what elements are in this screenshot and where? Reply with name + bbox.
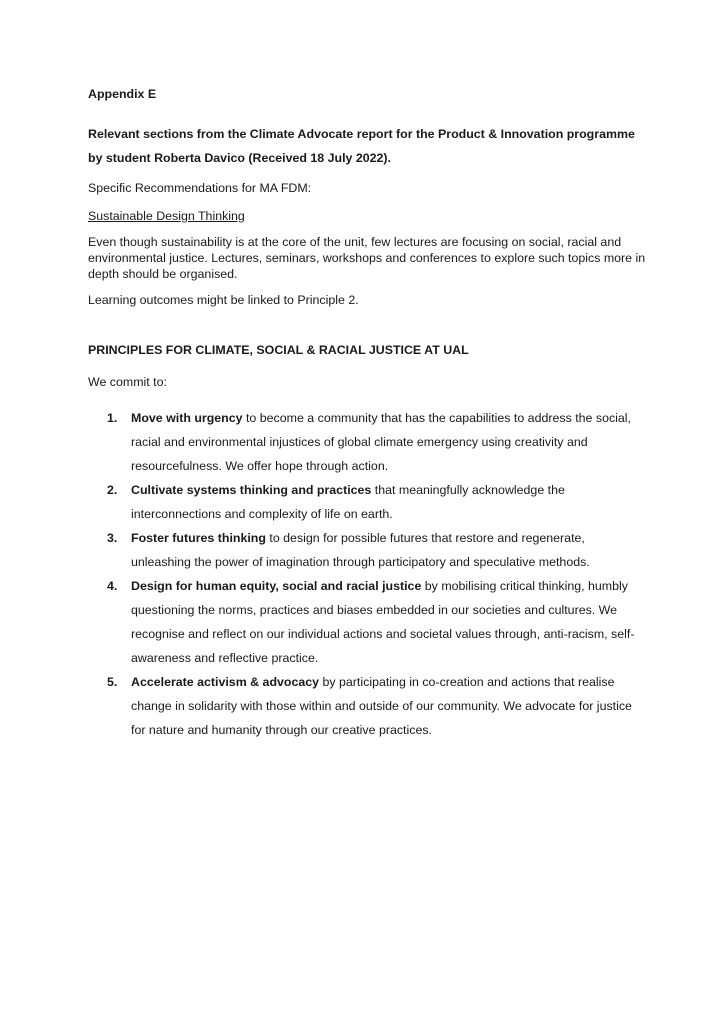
principle-lead: Move with urgency xyxy=(131,411,243,425)
principle-number: 4. xyxy=(107,579,118,593)
principle-item xyxy=(88,526,648,574)
principle-lead: Foster futures thinking xyxy=(131,531,266,545)
principle-number: 1. xyxy=(107,411,118,425)
principles-list xyxy=(88,406,648,742)
principle-lead: Cultivate systems thinking and practices xyxy=(131,483,372,497)
principle-text: that meaningfully acknowledge the interconnections and complexity of life on earth. xyxy=(131,483,565,521)
principles-heading: PRINCIPLES FOR CLIMATE, SOCIAL & RACIAL JUSTICE AT UAL xyxy=(88,343,469,357)
principle-lead: Accelerate activism & advocacy xyxy=(131,675,320,689)
recommendations-intro: Specific Recommendations for MA FDM: xyxy=(88,181,312,195)
section-body: Even though sustainability is at the core of the unit, few lectures are focusing on social, racial and environmental justice. Lectures, seminars, workshops and conferences to explore such topics more in depth should be organised. xyxy=(88,235,646,281)
principle-text: by mobilising critical thinking, humbly questioning the norms, practices and biases embedded in our societies and cultures. We recognise and reflect on our individual actions and societal values through, anti-racism, self-awareness and reflective practice. xyxy=(131,579,635,665)
section-spacer xyxy=(88,318,648,342)
section-title: Sustainable Design Thinking xyxy=(88,209,245,223)
document-page xyxy=(88,86,648,742)
principle-number: 5. xyxy=(107,675,118,689)
principle-number: 3. xyxy=(107,531,118,545)
principle-item xyxy=(88,406,648,478)
principle-item xyxy=(88,574,648,670)
learning-outcomes: Learning outcomes might be linked to Principle 2. xyxy=(88,293,359,307)
principle-item xyxy=(88,478,648,526)
principle-lead: Design for human equity, social and racial justice xyxy=(131,579,422,593)
principle-text: by participating in co-creation and actions that realise change in solidarity with those within and outside of our community. We advocate for justice for nature and humanity through our creative practices. xyxy=(131,675,632,737)
principle-item xyxy=(88,670,648,742)
principle-text: to design for possible futures that restore and regenerate, unleashing the power of imagination through participatory and speculative methods. xyxy=(131,531,590,569)
principle-text: to become a community that has the capabilities to address the social, racial and environmental injustices of global climate emergency using creativity and resourcefulness. We offer hope through action. xyxy=(131,411,631,473)
appendix-label: Appendix E xyxy=(88,87,157,101)
report-heading: Relevant sections from the Climate Advocate report for the Product & Innovation programme by student Roberta Davico (Received 18 July 2022). xyxy=(88,127,635,165)
commit-intro: We commit to: xyxy=(88,375,167,389)
principle-number: 2. xyxy=(107,483,118,497)
